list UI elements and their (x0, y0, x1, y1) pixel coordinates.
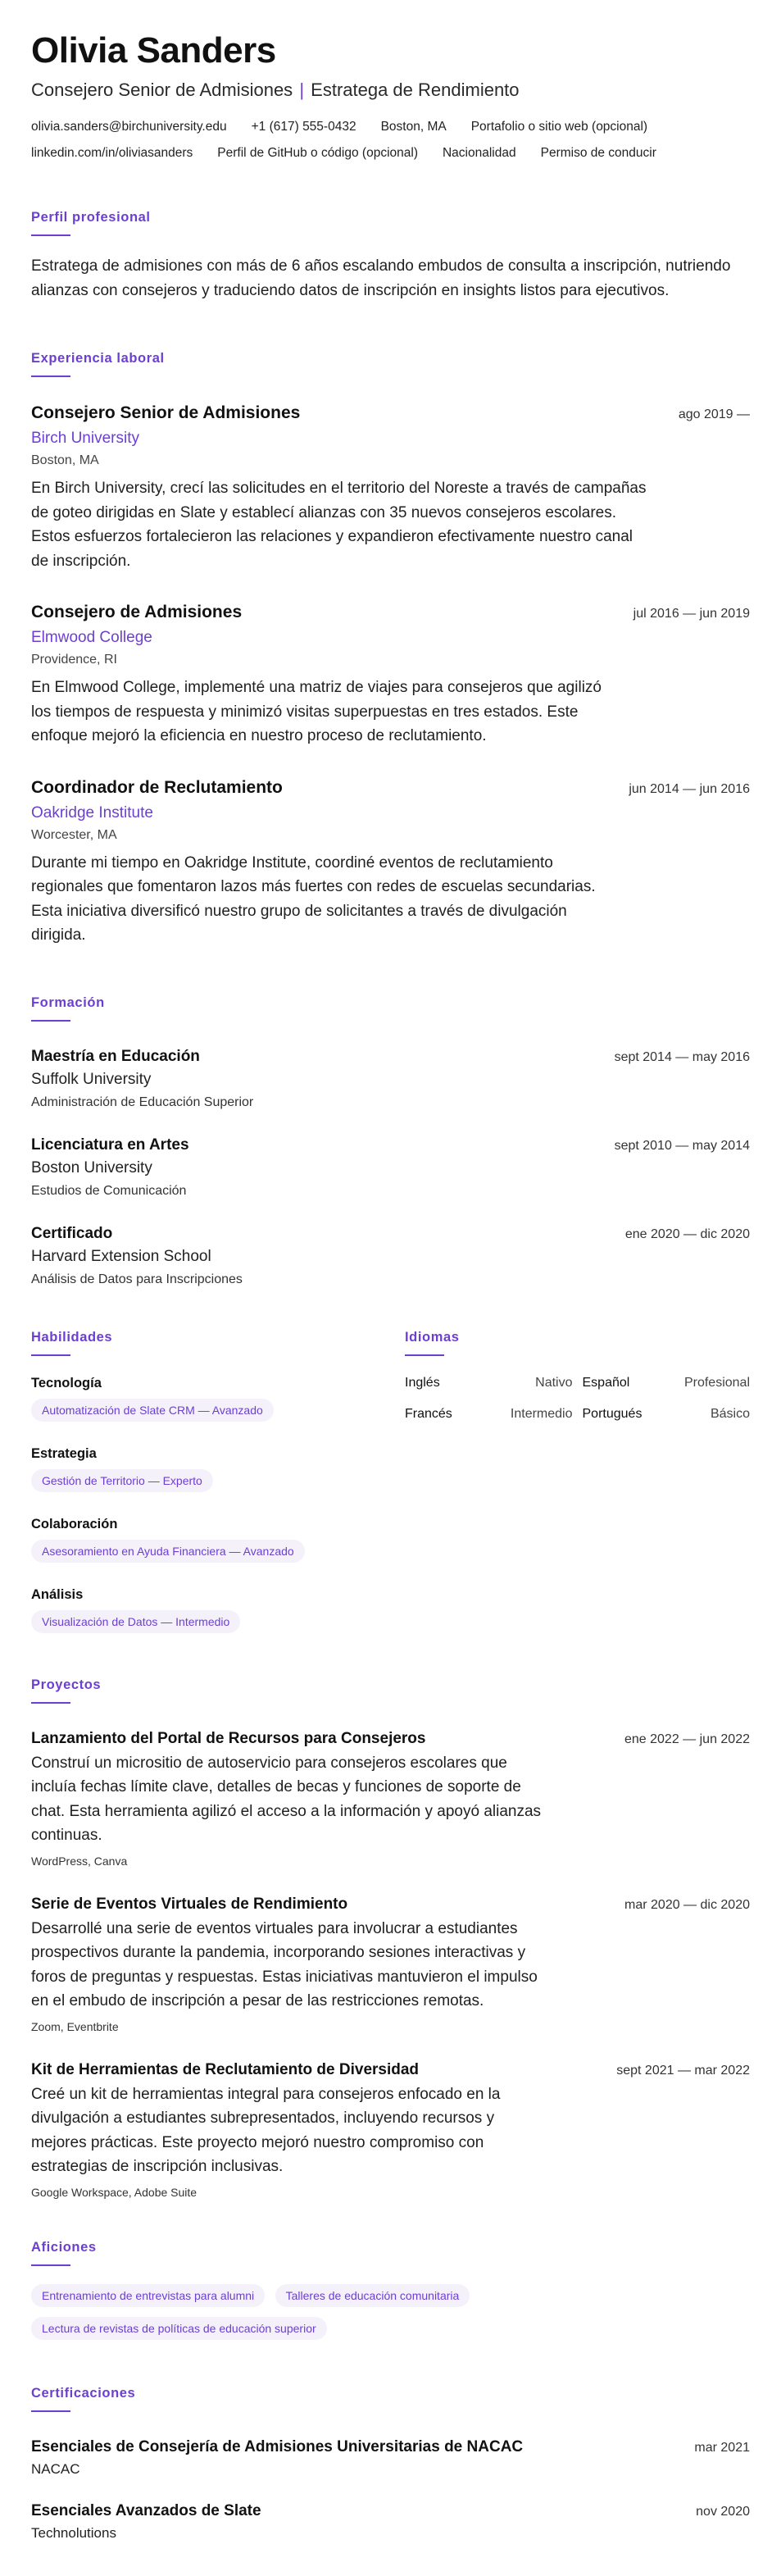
skill-chip: Visualización de Datos — Intermedio (31, 1610, 240, 1633)
contact-driving-license: Permiso de conducir (540, 146, 656, 160)
section-title: Aficiones (31, 2239, 97, 2255)
contact-phone[interactable]: +1 (617) 555-0432 (251, 120, 356, 134)
section-title: Idiomas (405, 1329, 460, 1345)
contact-linkedin[interactable]: linkedin.com/in/oliviasanders (31, 146, 193, 160)
certification-date: mar 2021 (694, 2440, 750, 2455)
project-entry (31, 1894, 750, 2035)
skill-chip: Automatización de Slate CRM — Avanzado (31, 1399, 274, 1422)
skill-category: Análisis (31, 1586, 84, 1602)
project-dates: sept 2021 — mar 2022 (616, 2063, 750, 2078)
job-title: Coordinador de Reclutamiento (31, 777, 283, 797)
language-level: Nativo (535, 1375, 573, 1390)
language-level: Intermedio (510, 1406, 573, 1421)
job-location: Providence, RI (31, 653, 117, 667)
education-field: Estudios de Comunicación (31, 1183, 187, 1198)
section-divider (31, 234, 70, 236)
project-title: Kit de Herramientas de Reclutamiento de Diversidad (31, 2060, 420, 2078)
job-title: Consejero de Admisiones (31, 603, 243, 621)
headline-separator: | (299, 80, 305, 100)
project-title: Serie de Eventos Virtuales de Rendimiento (31, 1895, 348, 1913)
language-item (583, 1405, 751, 1423)
job-company: Birch University (31, 430, 139, 447)
education-dates: sept 2014 — may 2016 (614, 1049, 750, 1064)
project-tools: Zoom, Eventbrite (31, 2019, 119, 2033)
language-name: Español (582, 1375, 630, 1390)
project-dates: ene 2022 — jun 2022 (624, 1732, 750, 1746)
section-title: Perfil profesional (31, 210, 151, 225)
project-description: Desarrollé una serie de eventos virtuales para involucrar a estudiantes prospectivos durante la pandemia, incorporando sesiones interactivas y foros de preguntas y respuestas. Estas iniciativas mantuvieron el impulso en el embudo de inscripción a pesar de las restricciones remotas. (31, 1919, 538, 2009)
certification-date: nov 2020 (696, 2504, 750, 2519)
language-level: Profesional (683, 1375, 750, 1390)
job-description: En Elmwood College, implementé una matriz de viajes para consejeros que agilizó los tiempos de respuesta y minimizó visitas superpuestas en tres estados. Este enfoque mejoró la eficiencia en nuestro proceso de reclutamiento. (31, 679, 602, 744)
skill-group (31, 1586, 405, 1638)
project-description: Creé un kit de herramientas integral para consejeros enfocado en la divulgación a estudiantes subrepresentados, incluyendo recursos y mejores prácticas. Este proyecto mejoró nuestro compromiso con estrategias de inscripción inclusivas. (31, 2085, 501, 2175)
certification-issuer: NACAC (31, 2460, 80, 2477)
project-tools: WordPress, Canva (31, 1854, 128, 1868)
language-item (583, 1374, 751, 1392)
skills-languages-row (31, 1328, 750, 1638)
section-title: Formación (31, 994, 105, 1010)
certification-title: Esenciales de Consejería de Admisiones Universitarias de NACAC (31, 2437, 524, 2455)
hobbies-section (31, 2238, 750, 2350)
project-tools: Google Workspace, Adobe Suite (31, 2185, 198, 2199)
skill-group (31, 1515, 405, 1568)
education-school: Boston University (31, 1158, 152, 1176)
skill-group (31, 1374, 405, 1427)
job-dates: ago 2019 — (678, 407, 750, 421)
skill-category: Colaboración (31, 1516, 118, 1531)
job-title: Consejero Senior de Admisiones (31, 403, 301, 422)
job-company: Elmwood College (31, 629, 152, 646)
project-entry (31, 1728, 750, 1869)
certification-title: Esenciales Avanzados de Slate (31, 2501, 261, 2519)
profile-section (31, 208, 750, 303)
section-title: Experiencia laboral (31, 351, 165, 366)
section-divider (31, 1354, 70, 1356)
certification-entry (31, 2437, 750, 2479)
education-field: Administración de Educación Superior (31, 1095, 254, 1109)
skill-chip: Asesoramiento en Ayuda Financiera — Avanzado (31, 1540, 305, 1563)
language-level: Básico (710, 1406, 750, 1421)
hobby-list (31, 2284, 556, 2350)
certification-issuer: Technolutions (31, 2524, 116, 2541)
skills-section (31, 1328, 405, 1638)
skill-category: Estrategia (31, 1445, 97, 1461)
experience-section (31, 349, 750, 948)
certifications-section (31, 2384, 750, 2543)
job-entry (31, 601, 750, 749)
project-description: Construí un micrositio de autoservicio para consejeros escolares que incluía fechas límite clave, detalles de becas y funciones de soporte de chat. Esta herramienta agilizó el acceso a la información y apoyó alianzas continuas. (31, 1754, 542, 1844)
contact-email[interactable]: olivia.sanders@birchuniversity.edu (31, 120, 227, 134)
education-school: Harvard Extension School (31, 1247, 211, 1265)
job-entry (31, 776, 750, 948)
hobby-chip: Lectura de revistas de políticas de educación superior (31, 2317, 327, 2340)
language-list (405, 1374, 750, 1423)
project-dates: mar 2020 — dic 2020 (624, 1897, 750, 1912)
skill-category: Tecnología (31, 1375, 102, 1390)
job-description: Durante mi tiempo en Oakridge Institute, coordiné eventos de reclutamiento regionales que fomentaron lazos más fuertes con redes de escuelas secundarias. Esta iniciativa diversificó nuestro grupo de solicitantes a través de divulgación dirigida. (31, 853, 596, 944)
education-degree: Maestría en Educación (31, 1047, 200, 1065)
job-location: Worcester, MA (31, 827, 117, 842)
section-title: Habilidades (31, 1329, 113, 1345)
job-company: Oakridge Institute (31, 803, 153, 821)
section-title: Certificaciones (31, 2385, 136, 2401)
job-description: En Birch University, crecí las solicitudes en el territorio del Noreste a través de campañas de goteo dirigidas en Slate y establecí alianzas con 35 nuevos consejeros escolares. Estos esfuerzos fortalecieron las relaciones y expandieron efectivamente nuestro canal de inscripción. (31, 480, 647, 570)
education-degree: Licenciatura en Artes (31, 1136, 189, 1154)
language-item (405, 1374, 573, 1392)
language-name: Inglés (405, 1375, 440, 1390)
section-divider (405, 1354, 444, 1356)
language-name: Francés (405, 1406, 452, 1421)
contact-nationality: Nacionalidad (442, 146, 516, 160)
job-dates: jul 2016 — jun 2019 (633, 607, 750, 621)
section-title: Proyectos (31, 1677, 102, 1692)
skill-chip: Gestión de Territorio — Experto (31, 1469, 213, 1492)
contact-github[interactable]: Perfil de GitHub o código (opcional) (217, 146, 418, 160)
language-item (405, 1405, 573, 1423)
education-degree: Certificado (31, 1224, 113, 1242)
section-divider (31, 1020, 70, 1022)
hobby-chip: Talleres de educación comunitaria (275, 2284, 470, 2307)
job-location: Boston, MA (31, 453, 99, 467)
projects-section (31, 1676, 750, 2201)
education-entry (31, 1223, 750, 1289)
section-divider (31, 375, 70, 377)
profile-summary: Estratega de admisiones con más de 6 años escalando embudos de consulta a inscripción, nutriendo alianzas con consejeros y traduciendo datos de inscripción en insights listos para ejecutivos. (31, 257, 731, 299)
skill-group (31, 1445, 405, 1497)
education-school: Suffolk University (31, 1070, 152, 1088)
education-field: Análisis de Datos para Inscripciones (31, 1272, 243, 1286)
section-divider (31, 1702, 70, 1704)
education-entry (31, 1046, 750, 1112)
education-section (31, 994, 750, 1289)
hobby-chip: Entrenamiento de entrevistas para alumni (31, 2284, 265, 2307)
contact-portfolio[interactable]: Portafolio o sitio web (opcional) (470, 120, 648, 134)
education-dates: sept 2010 — may 2014 (614, 1138, 750, 1153)
candidate-name: Olivia Sanders (31, 30, 276, 71)
contact-location: Boston, MA (380, 120, 447, 134)
section-divider (31, 2264, 70, 2266)
job-dates: jun 2014 — jun 2016 (629, 781, 750, 796)
languages-section (405, 1328, 750, 1638)
headline-specialty: Estratega de Rendimiento (311, 80, 520, 100)
language-name: Portugués (582, 1406, 643, 1421)
project-entry (31, 2059, 750, 2201)
resume-header (31, 30, 750, 162)
education-dates: ene 2020 — dic 2020 (624, 1227, 750, 1241)
contact-list (31, 118, 750, 162)
job-entry (31, 402, 750, 573)
headline (31, 79, 750, 102)
project-title: Lanzamiento del Portal de Recursos para Consejeros (31, 1729, 426, 1747)
education-entry (31, 1135, 750, 1200)
section-divider (31, 2410, 70, 2412)
headline-role: Consejero Senior de Admisiones (31, 80, 293, 100)
certification-entry (31, 2501, 750, 2543)
